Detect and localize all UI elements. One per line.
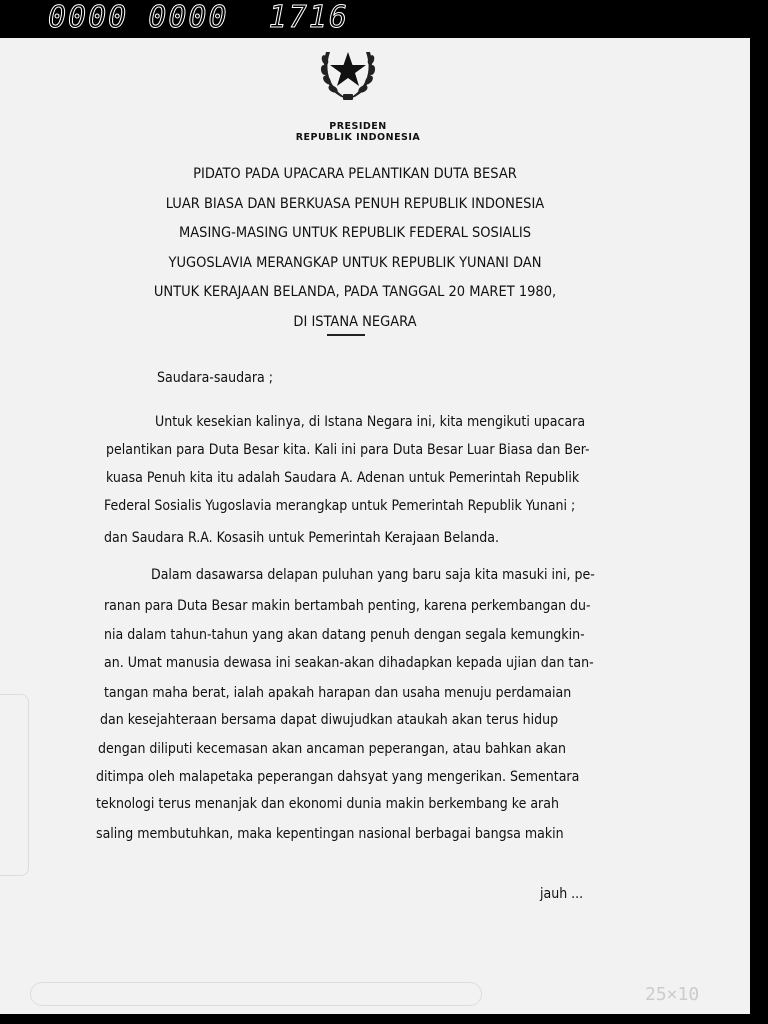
star-wreath-emblem-icon [316,38,380,104]
title-line: LUAR BIASA DAN BERKUASA PENUH REPUBLIK INDONESIA [165,195,545,212]
title-line: PIDATO PADA UPACARA PELANTIKAN DUTA BESAR [193,166,517,182]
letterhead-line-2: REPUBLIK INDONESIA [295,132,421,143]
title-divider [327,334,365,336]
paragraph-line: Federal Sosialis Yugoslavia merangkap untuk Pemerintah Republik Yunani ; [104,498,576,514]
paragraph-line: teknologi terus menanjak dan ekonomi dunia makin berkembang ke arah [96,796,559,812]
salutation: Saudara-saudara ; [157,370,273,386]
paragraph-line: ranan para Duta Besar makin bertambah penting, karena perkembangan du- [104,598,591,614]
paragraph-line: an. Umat manusia dewasa ini seakan-akan dihadapkan kepada ujian dan tan- [104,655,594,671]
paragraph-line: dengan diliputi kecemasan akan ancaman peperangan, atau bahkan akan [98,741,566,757]
film-frame-code: 0000 0000 1716 [48,0,349,35]
page-edge-mark [0,694,29,876]
speech-title [140,160,570,337]
paragraph-line: dan kesejahteraan bersama dapat diwujudkan ataukah akan terus hidup [100,712,559,728]
paragraph-line: nia dalam tahun-tahun yang akan datang penuh dengan segala kemungkin- [104,627,585,643]
paragraph-line: pelantikan para Duta Besar kita. Kali ini para Duta Besar Luar Biasa dan Ber- [106,442,590,458]
corner-stamp: 25×10 [645,984,700,1005]
title-line: MASING-MASING UNTUK REPUBLIK FEDERAL SOSIALIS [178,225,531,241]
paragraph-line: tangan maha berat, ialah apakah harapan dan usaha menuju perdamaian [104,685,572,701]
document-page [0,38,750,1014]
paragraph-line: Untuk kesekian kalinya, di Istana Negara ini, kita mengikuti upacara [155,414,586,430]
scan-smudge [30,982,482,1006]
paragraph-line: kuasa Penuh kita itu adalah Saudara A. Adenan untuk Pemerintah Republik [106,470,580,486]
title-line: YUGOSLAVIA MERANGKAP UNTUK REPUBLIK YUNANI DAN [168,254,542,271]
title-line: DI ISTANA NEGARA [293,313,417,330]
paragraph-line: saling membutuhkan, maka kepentingan nasional berbagai bangsa makin [96,826,564,842]
paragraph-line: Dalam dasawarsa delapan puluhan yang baru saja kita masuki ini, pe- [151,567,595,583]
page-continuation: jauh ... [540,886,584,902]
paragraph-line: ditimpa oleh malapetaka peperangan dahsyat yang mengerikan. Sementara [96,769,580,785]
title-line: UNTUK KERAJAAN BELANDA, PADA TANGGAL 20 MARET 1980, [153,284,557,300]
letterhead-line-1: PRESIDEN [329,121,387,132]
paragraph-line: dan Saudara R.A. Kosasih untuk Pemerintah Kerajaan Belanda. [104,530,499,546]
